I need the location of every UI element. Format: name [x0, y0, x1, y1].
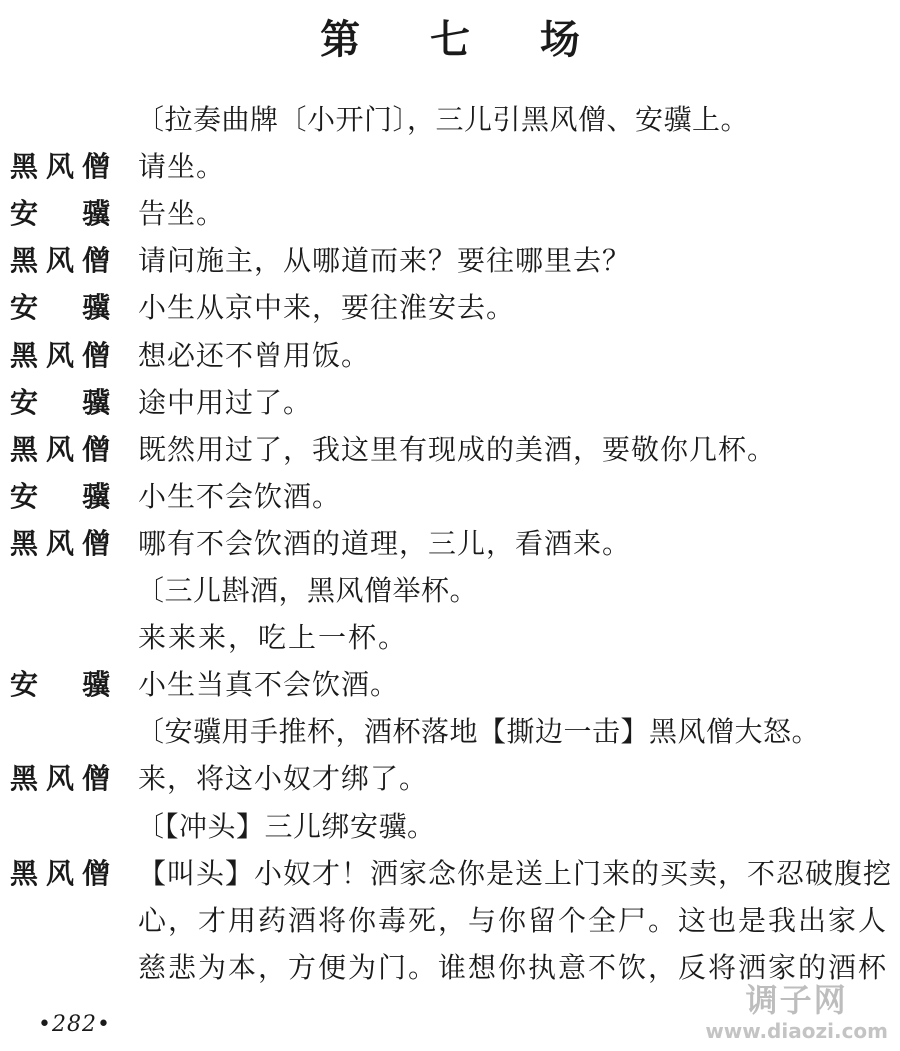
- speaker-name: 黑风僧: [10, 762, 110, 796]
- speech-text: 想必还不曾用饭。: [138, 338, 371, 372]
- speech-text: 小生从京中来，要往淮安去。: [138, 291, 516, 325]
- speaker-name: 安骥: [10, 385, 110, 419]
- speech-text: 小生当真不会饮酒。: [138, 668, 400, 702]
- speaker-name: 安骥: [10, 668, 110, 702]
- stage-direction-text: 〔安骥用手推杯，酒杯落地【撕边一击】黑风僧大怒。: [136, 715, 821, 749]
- speech-text: 请问施主，从哪道而来？要往哪里去？: [138, 244, 632, 278]
- speech-text: 告坐。: [138, 197, 226, 231]
- watermark-logo-text: 调子网: [745, 981, 848, 1019]
- speaker-name: 黑风僧: [10, 526, 110, 560]
- speaker-name: 黑风僧: [10, 244, 110, 278]
- speech-text: 【叫头】小奴才！洒家念你是送上门来的买卖，不忍破腹挖: [138, 856, 893, 890]
- speech-text: 请坐。: [138, 150, 226, 184]
- page-number: •282•: [38, 1012, 111, 1037]
- speech-text: 来，将这小奴才绑了。: [138, 762, 429, 796]
- continuation-text: 慈悲为本，方便为门。谁想你执意不饮，反将洒家的酒杯: [138, 950, 889, 984]
- speech-text: 小生不会饮酒。: [138, 479, 342, 513]
- watermark-url: www.diaozi.com: [705, 1019, 888, 1043]
- speaker-name: 安骥: [10, 479, 110, 513]
- watermark: [705, 975, 888, 1043]
- speaker-name: 黑风僧: [10, 432, 110, 466]
- stage-direction-text: 〔【冲头】三儿绑安骥。: [136, 809, 436, 843]
- speech-text: 哪有不会饮酒的道理，三儿，看酒来。: [138, 526, 632, 560]
- stage-direction-text: 〔拉奏曲牌〔小开门〕，三儿引黑风僧、安骥上。: [136, 103, 750, 136]
- stage-direction-text: 〔三儿斟酒，黑风僧举杯。: [136, 574, 479, 607]
- speech-text: 既然用过了，我这里有现成的美酒，要敬你几杯。: [138, 432, 777, 466]
- speaker-name: 安骥: [10, 291, 110, 325]
- speaker-name: 黑风僧: [10, 150, 110, 184]
- speaker-name: 黑风僧: [10, 338, 110, 372]
- speaker-name: 安骥: [10, 197, 110, 231]
- continuation-text: 来来来，吃上一杯。: [138, 621, 409, 655]
- speaker-name: 黑风僧: [10, 856, 110, 890]
- continuation-text: 心，才用药酒将你毒死，与你留个全尸。这也是我出家人: [138, 903, 889, 937]
- scene-title: 第 七 场: [320, 16, 608, 63]
- speech-text: 途中用过了。: [138, 385, 313, 419]
